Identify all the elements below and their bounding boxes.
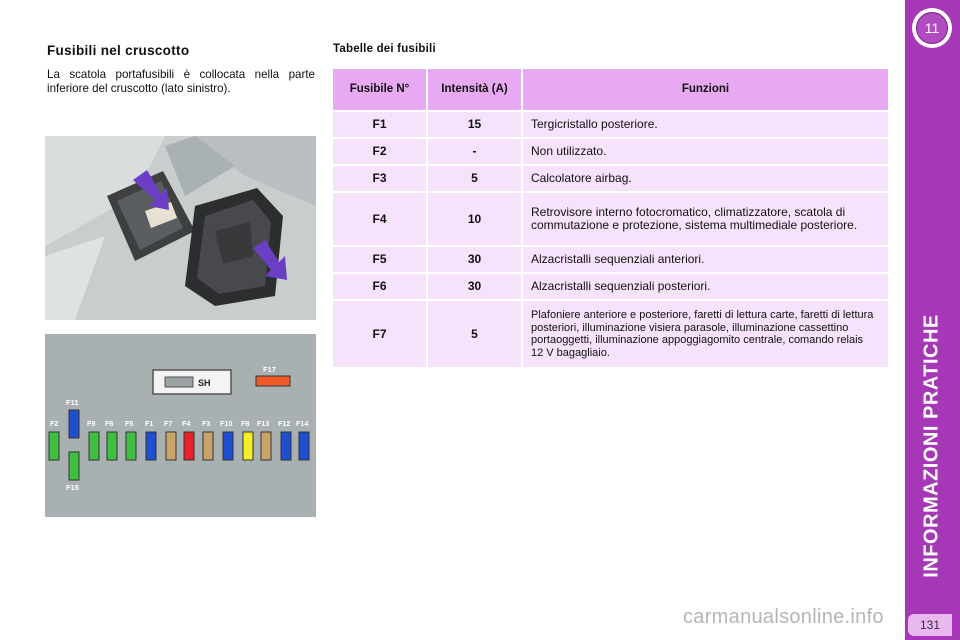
section-description: La scatola portafusibili è collocata nella parte inferiore del cruscotto (lato sinistro). [47,68,315,95]
fuse-f7 [166,432,176,460]
table-row [333,112,888,137]
fuse-f5 [126,432,136,460]
fuse-amperage: 30 [428,247,521,272]
header-fuse-number: Fusibile N° [333,69,426,110]
fusebox-photo-illustration [45,136,316,320]
row-label-f7: F7 [164,419,173,428]
fuse-number: F4 [333,193,426,245]
fuse-table [331,67,890,369]
row-label-f13: F13 [257,419,270,428]
row-label-f8: F8 [241,419,250,428]
fuse-f1 [146,432,156,460]
fuse-amperage: 10 [428,193,521,245]
row-label-f10: F10 [220,419,233,428]
fuse-f10 [223,432,233,460]
row-label-f5: F5 [125,419,134,428]
chapter-badge [912,8,952,48]
fuse-function: Tergicristallo posteriore. [523,112,888,137]
fuse-function: Calcolatore airbag. [523,166,888,191]
fuse-amperage: 5 [428,301,521,367]
f15-label: F15 [66,483,79,492]
fuse-amperage: - [428,139,521,164]
fuse-number: F1 [333,112,426,137]
header-amperage: Intensità (A) [428,69,521,110]
fuse-function: Retrovisore interno fotocromatico, climatizzatore, scatola di commutazione e protezione, sistema multimediale posteriore. [523,193,888,245]
fuse-f17 [256,376,290,386]
table-row [333,247,888,272]
fuse-amperage: 15 [428,112,521,137]
fuse-f6 [107,432,117,460]
sh-label: SH [198,378,211,388]
fuse-number: F5 [333,247,426,272]
row-label-f9: F9 [87,419,96,428]
fuse-function: Alzacristalli sequenziali posteriori. [523,274,888,299]
header-functions: Funzioni [523,69,888,110]
fuse-function: Plafoniere anteriore e posteriore, faretti di lettura carte, faretti di lettura posteriori, illuminazione visiera parasole, illuminazione cassettino portaoggetti, illuminazione appoggiagomito centrale, comando relais 12 V bagagliaio. [523,301,888,367]
row-label-f14: F14 [296,419,309,428]
fuse-f8 [243,432,253,460]
fuse-number: F3 [333,166,426,191]
fusebox-photo [45,136,316,320]
fuse-number: F6 [333,274,426,299]
f17-label: F17 [263,365,276,374]
fuse-f3 [203,432,213,460]
table-title: Tabelle dei fusibili [333,43,436,55]
table-row [333,193,888,245]
fuse-f15 [69,452,79,480]
fuse-f11 [69,410,79,438]
f11-label: F11 [66,398,79,407]
watermark: carmanualsonline.info [683,606,884,628]
fuse-amperage: 30 [428,274,521,299]
row-label-f12: F12 [278,419,291,428]
fuse-f2 [49,432,59,460]
fuse-number: F2 [333,139,426,164]
fuse-f12 [281,432,291,460]
fuse-number: F7 [333,301,426,367]
row-label-f3: F3 [202,419,211,428]
fuse-function: Non utilizzato. [523,139,888,164]
section-title: Fusibili nel cruscotto [47,43,190,58]
table-row [333,301,888,367]
fuse-amperage: 5 [428,166,521,191]
table-row [333,166,888,191]
row-label-f2: F2 [50,419,59,428]
row-label-f1: F1 [145,419,154,428]
fuse-function: Alzacristalli sequenziali anteriori. [523,247,888,272]
fuse-f9 [89,432,99,460]
table-row [333,139,888,164]
row-label-f4: F4 [182,419,191,428]
table-row [333,274,888,299]
fuse-layout-diagram [45,334,316,517]
fuse-f4 [184,432,194,460]
fuse-f14 [299,432,309,460]
chapter-number: 11 [916,12,948,44]
fuse-f13 [261,432,271,460]
chapter-title: INFORMAZIONI PRATICHE [920,314,943,578]
fuse-layout-svg [45,334,316,517]
row-label-f6: F6 [105,419,114,428]
page-number: 131 [908,614,952,636]
